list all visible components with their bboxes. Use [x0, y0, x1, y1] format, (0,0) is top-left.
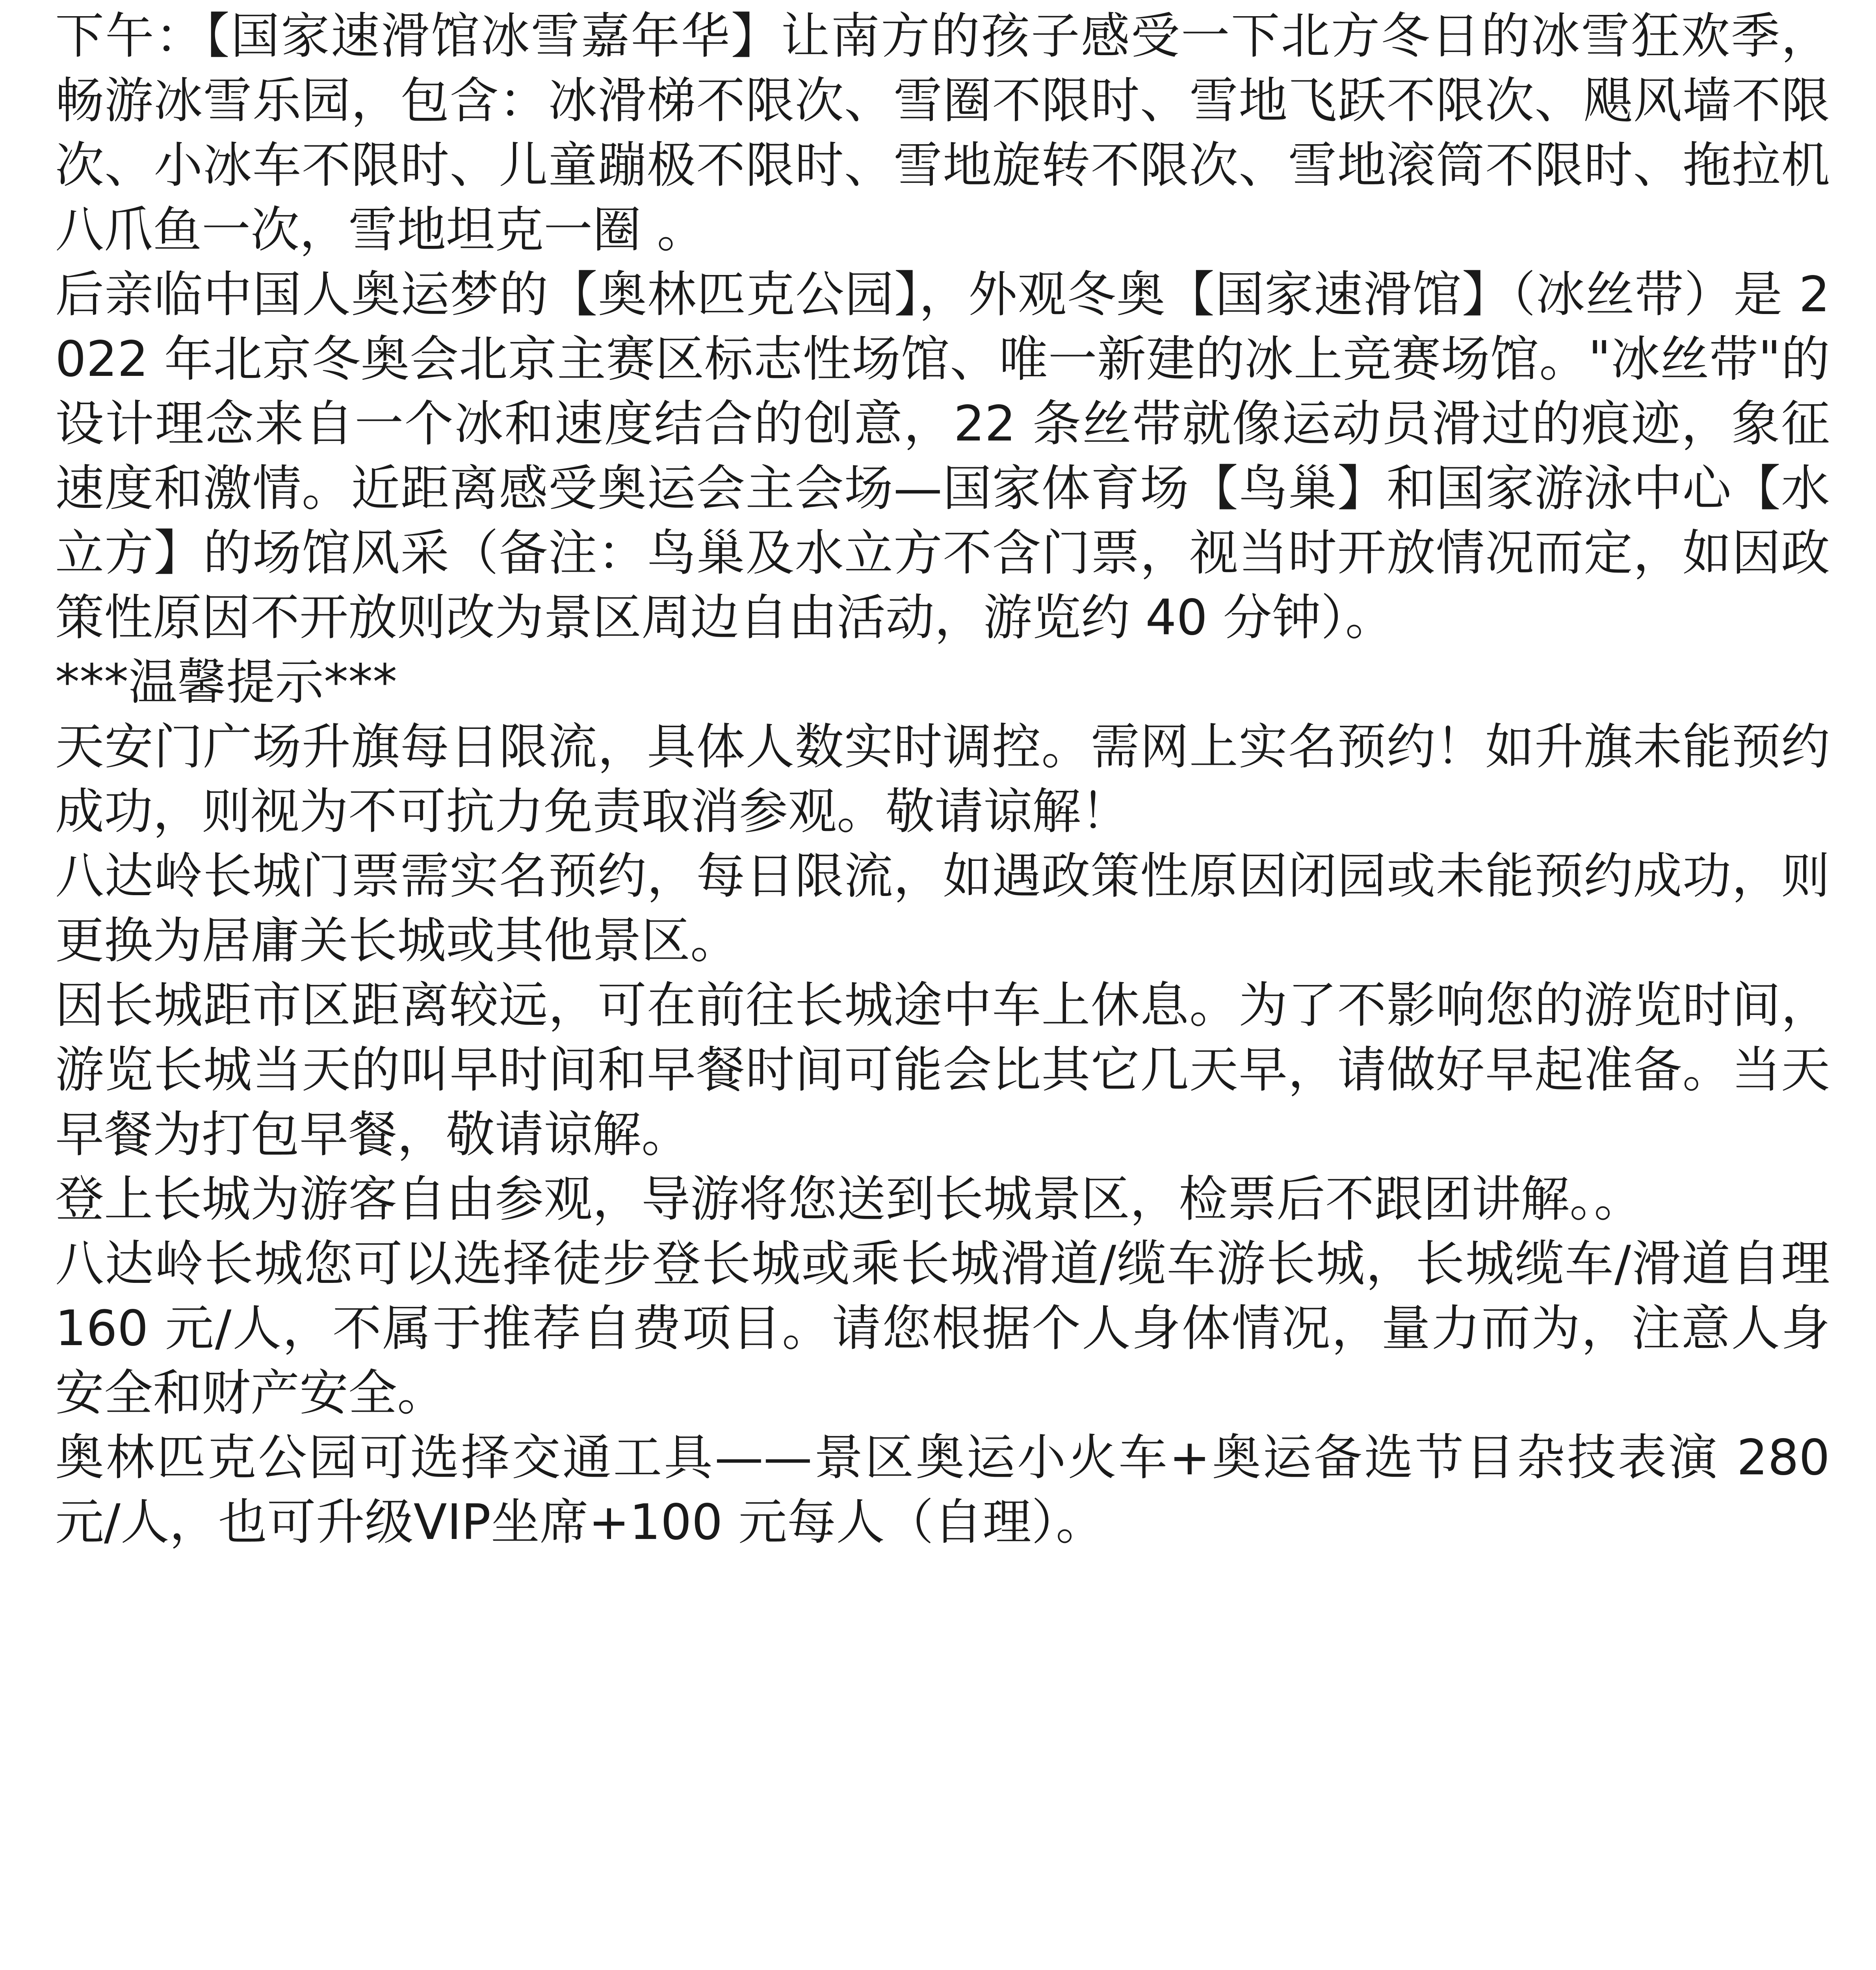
paragraph-afternoon-ice-carnival: 下午：【国家速滑馆冰雪嘉年华】让南方的孩子感受一下北方冬日的冰雪狂欢季，畅游冰雪乐园，包含：冰滑梯不限次、雪圈不限时、雪地飞跃不限次、飓风墙不限次、小冰车不限时、儿童蹦极不限时、雪地旋转不限次、雪地滚筒不限时、拖拉机八爪鱼一次，雪地坦克一圈 。 — [55, 8, 1830, 258]
paragraph-tips-heading: ***温馨提示*** — [55, 654, 397, 711]
paragraph-great-wall-free-visit: 登上长城为游客自由参观，导游将您送到长城景区，检票后不跟团讲解。。 — [55, 1171, 1643, 1228]
paragraph-great-wall-cable-car: 八达岭长城您可以选择徒步登长城或乘长城滑道/缆车游长城，长城缆车/滑道自理 160 元/人，不属于推荐自费项目。请您根据个人身体情况，量力而为，注意人身安全和财产安全。 — [55, 1236, 1830, 1422]
paragraph-olympic-park-options: 奥林匹克公园可选择交通工具——景区奥运小火车+奥运备选节目杂技表演 280 元/人，也可升级VIP坐席+100 元每人（自理）。 — [55, 1429, 1830, 1551]
paragraph-olympic-park: 后亲临中国人奥运梦的【奥林匹克公园】，外观冬奥【国家速滑馆】（冰丝带）是 2022 年北京冬奥会北京主赛区标志性场馆、唯一新建的冰上竞赛场馆。"冰丝带"的设计理念来自一个冰和速度结合的创意，22 条丝带就像运动员滑过的痕迹，象征速度和激情。近距离感受奥运会主会场—国家体育场【鸟巢】和国家游泳中心【水立方】的场馆风采（备注：鸟巢及水立方不含门票，视当时开放情况而定，如因政策性原因不开放则改为景区周边自由活动，游览约 40 分钟）。 — [55, 266, 1830, 646]
paragraph-flag-raising: 天安门广场升旗每日限流，具体人数实时调控。需网上实名预约！如升旗未能预约成功，则视为不可抗力免责取消参观。敬请谅解！ — [55, 719, 1830, 840]
paragraph-great-wall-schedule: 因长城距市区距离较远，可在前往长城途中车上休息。为了不影响您的游览时间，游览长城当天的叫早时间和早餐时间可能会比其它几天早，请做好早起准备。当天早餐为打包早餐，敬请谅解。 — [55, 977, 1830, 1163]
document-body — [55, 4, 1830, 1555]
paragraph-great-wall-tickets: 八达岭长城门票需实名预约，每日限流，如遇政策性原因闭园或未能预约成功，则更换为居庸关长城或其他景区。 — [55, 848, 1830, 969]
